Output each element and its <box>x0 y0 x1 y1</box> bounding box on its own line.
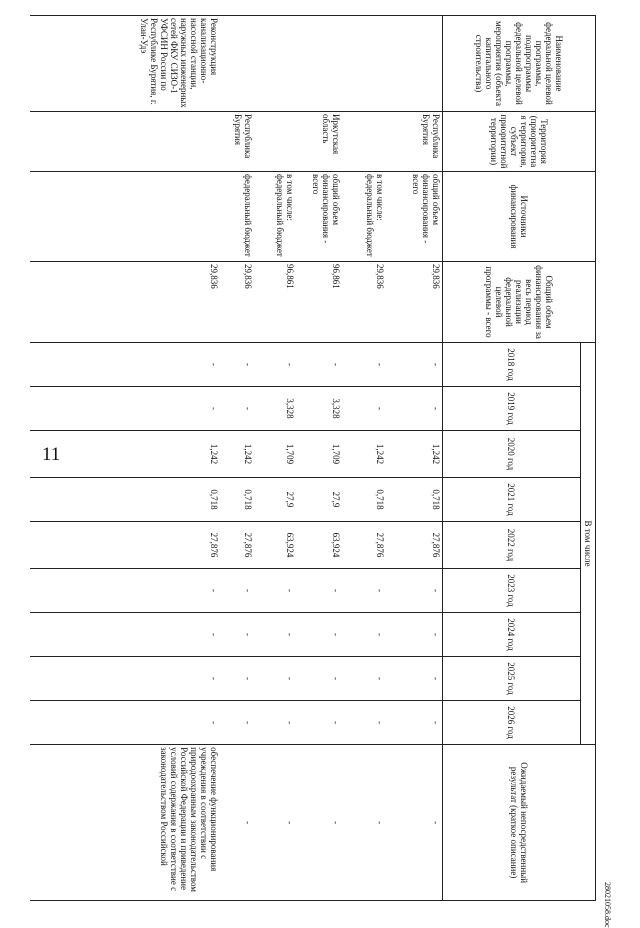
cell-source: общий объем финансирования - всего <box>297 172 343 262</box>
cell-name <box>255 16 297 112</box>
cell-year-value: 27,876 <box>387 522 443 569</box>
table-row <box>221 16 255 901</box>
cell-name <box>343 16 387 112</box>
header-name: Наименование федеральной целевой программы, подпрограммы федеральной целевой программы, мероприятия (объекта капитального строительства) <box>443 16 596 112</box>
cell-total: 29,836 <box>343 262 387 343</box>
cell-year-value: 27,9 <box>255 478 297 522</box>
footer-filename <box>603 882 636 928</box>
cell-year-value: - <box>343 569 387 613</box>
cell-year-value: - <box>343 343 387 387</box>
cell-total: 96,861 <box>255 262 297 343</box>
cell-year-value: - <box>387 569 443 613</box>
cell-total: 29,836 <box>221 262 255 343</box>
cell-name <box>297 16 343 112</box>
cell-year-value: - <box>221 701 255 745</box>
cell-territory: Республика Бурятия <box>221 112 255 172</box>
table-row <box>343 16 387 901</box>
cell-total: 29,836 <box>31 262 221 343</box>
cell-name <box>387 16 443 112</box>
header-total: Общий объем финансирования за весь период реализации федеральной целевой программы - всего <box>443 262 596 343</box>
cell-year-value: - <box>387 657 443 701</box>
cell-year-value: - <box>343 701 387 745</box>
cell-year-value: 0,718 <box>387 478 443 522</box>
cell-year-value: 63,924 <box>297 522 343 569</box>
cell-year-value: - <box>343 387 387 431</box>
rotated-table-container <box>60 15 596 900</box>
cell-year-value: 63,924 <box>255 522 297 569</box>
cell-year-value: - <box>31 657 221 701</box>
cell-year-value: - <box>255 343 297 387</box>
cell-year-value: - <box>297 569 343 613</box>
table-row <box>387 16 443 901</box>
cell-year-value: 1,242 <box>343 431 387 478</box>
cell-territory <box>31 112 221 172</box>
cell-year-value: - <box>255 613 297 657</box>
cell-year-value: 3,328 <box>297 387 343 431</box>
cell-territory <box>255 112 297 172</box>
financing-table <box>31 15 597 901</box>
table-row <box>255 16 297 901</box>
cell-year-value: - <box>297 657 343 701</box>
cell-territory <box>343 112 387 172</box>
cell-year-value: - <box>31 613 221 657</box>
cell-year-value: 27,876 <box>343 522 387 569</box>
cell-year-value: 3,328 <box>255 387 297 431</box>
cell-source <box>31 172 221 262</box>
cell-year-value: - <box>221 657 255 701</box>
header-year: 2020 год <box>443 431 581 478</box>
cell-year-value: 1,709 <box>297 431 343 478</box>
cell-result: - <box>255 745 297 901</box>
cell-year-value: - <box>387 343 443 387</box>
header-year: 2018 год <box>443 343 581 387</box>
cell-result: - <box>221 745 255 901</box>
cell-year-value: - <box>31 569 221 613</box>
cell-year-value: - <box>31 701 221 745</box>
header-result: Ожидаемый непосредственный результат (краткое описание) <box>443 745 596 901</box>
cell-year-value: 0,718 <box>31 478 221 522</box>
header-year: 2022 год <box>443 522 581 569</box>
cell-year-value: - <box>221 387 255 431</box>
cell-name <box>221 16 255 112</box>
cell-year-value: 0,718 <box>221 478 255 522</box>
header-territory: Территория (приоритетная территория, субъект приоритетной территории) <box>443 112 596 172</box>
cell-year-value: 27,876 <box>221 522 255 569</box>
cell-result: обеспечение функционирования учреждения в соответствии с природоохранным законодательством Российской Федерации и приведение условий содержания в соответствие с законодательством Российской <box>31 745 221 901</box>
cell-year-value: - <box>297 343 343 387</box>
cell-name: Реконструкция канализационно-насосной станции, наружных инженерных сетей ФКУ СИЗО-1 УФСИН России по Республике Бурятия, г. Улан-Удэ <box>31 16 221 112</box>
cell-territory: Иркутская область <box>297 112 343 172</box>
cell-year-value: 0,718 <box>343 478 387 522</box>
header-year: 2023 год <box>443 569 581 613</box>
cell-year-value: - <box>31 387 221 431</box>
cell-total: 96,861 <box>297 262 343 343</box>
header-row-1 <box>581 16 596 901</box>
cell-result: - <box>297 745 343 901</box>
page-number: 11 <box>42 444 61 465</box>
cell-year-value: - <box>255 701 297 745</box>
cell-year-value: 27,9 <box>297 478 343 522</box>
cell-result: - <box>343 745 387 901</box>
footer-filename-text: 28021058.doc <box>603 882 612 928</box>
cell-year-value: - <box>31 343 221 387</box>
cell-total: 29,836 <box>387 262 443 343</box>
header-sources: Источники финансирования <box>443 172 596 262</box>
cell-year-value: - <box>297 701 343 745</box>
cell-year-value: - <box>343 613 387 657</box>
cell-year-value: 27,876 <box>31 522 221 569</box>
cell-year-value: - <box>387 613 443 657</box>
cell-source: федеральный бюджет <box>221 172 255 262</box>
cell-year-value: - <box>255 569 297 613</box>
cell-source: в том числе: федеральный бюджет <box>255 172 297 262</box>
cell-year-value: - <box>343 657 387 701</box>
cell-year-value: - <box>255 657 297 701</box>
cell-territory: Республика Бурятия <box>387 112 443 172</box>
header-in-that-number: В том числе <box>581 343 596 745</box>
cell-year-value: 1,242 <box>31 431 221 478</box>
cell-result: - <box>387 745 443 901</box>
cell-year-value: - <box>221 613 255 657</box>
header-year: 2025 год <box>443 657 581 701</box>
header-year: 2026 год <box>443 701 581 745</box>
cell-year-value: - <box>387 701 443 745</box>
header-year: 2019 год <box>443 387 581 431</box>
cell-year-value: - <box>221 569 255 613</box>
cell-year-value: - <box>297 613 343 657</box>
table-row <box>297 16 343 901</box>
cell-year-value: 1,242 <box>387 431 443 478</box>
cell-source: общий объем финансирования - всего <box>387 172 443 262</box>
cell-year-value: 1,242 <box>221 431 255 478</box>
cell-source: в том числе: федеральный бюджет <box>343 172 387 262</box>
header-year: 2024 год <box>443 613 581 657</box>
header-year: 2021 год <box>443 478 581 522</box>
cell-year-value: 1,709 <box>255 431 297 478</box>
cell-year-value: - <box>387 387 443 431</box>
cell-year-value: - <box>221 343 255 387</box>
table-row <box>31 16 221 901</box>
